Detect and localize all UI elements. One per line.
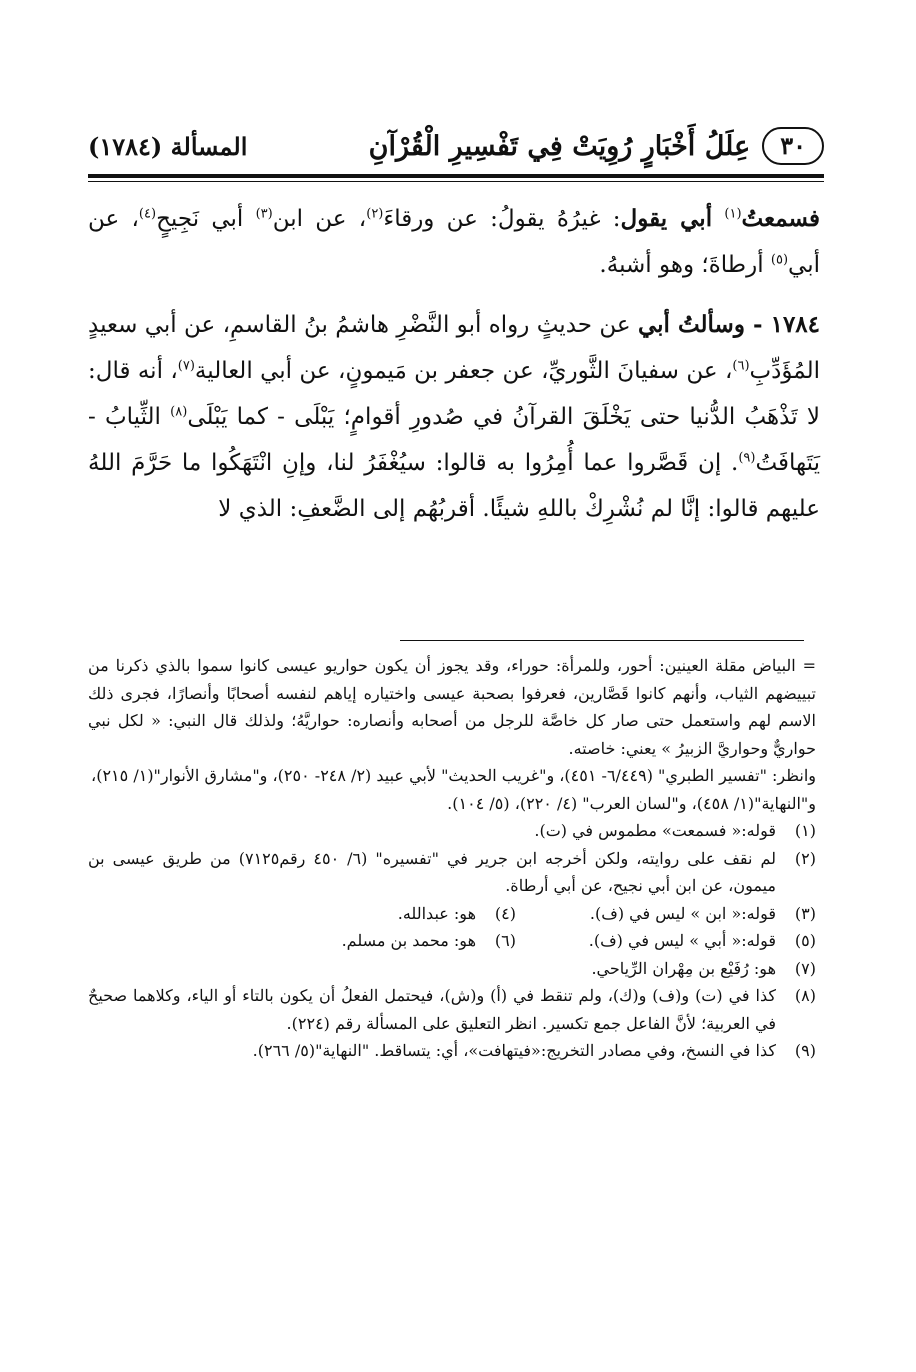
footnote-text: قوله:« أبي » ليس في (ف).	[588, 931, 776, 950]
footnote-text: هو: محمد بن مسلم.	[341, 931, 476, 950]
footnote-8	[88, 982, 816, 1037]
text-fragment: ، أنه قال: لا تَذْهَبُ الدُّنيا حتى يَخْلَقَ القرآنُ في صُدورِ أقوامٍ؛ يَبْلَى - كما يَبْلَى	[88, 358, 820, 430]
text-fragment: أرطاةَ؛ وهو أشبهُ.	[599, 252, 771, 278]
footnote-text: كذا في (ت) و(ف) و(ك)، ولم تنقط في (أ) و(ش)، فيحتمل الفعلُ أن يكون بالتاء أو الياء، وكلاهما صحيحٌ في العربية؛ لأنَّ الفاعل جمع تكسير. انظر التعليق على المسألة رقم (٢٢٤).	[88, 986, 776, 1033]
footnote-5	[516, 927, 816, 955]
page-header	[88, 120, 824, 172]
footnote-number: (٨)	[794, 986, 816, 1005]
footnote-marker: (٢)	[366, 206, 384, 222]
header-title-group	[369, 127, 824, 165]
footnote-text: قوله:« فسمعت» مطموس في (ت).	[534, 821, 776, 840]
footnote-marker: (٨)	[170, 404, 188, 420]
footnote-number: (٧)	[794, 958, 816, 978]
footnote-number: (٣)	[794, 903, 816, 923]
text-fragment: فسمعتُ	[741, 205, 821, 232]
footnote-number: (٥)	[794, 931, 816, 950]
footnote-pair-3-4	[88, 900, 816, 928]
footnote-text: كذا في النسخ، وفي مصادر التخريج:«فيتهافت»، أي: يتساقط. "النهاية"(٥/ ٢٦٦).	[252, 1041, 776, 1060]
paragraph-issue-1784	[88, 302, 820, 532]
footnotes	[88, 652, 816, 1065]
footnote-marker: (٤)	[138, 206, 157, 222]
header-rule-thin	[88, 181, 824, 182]
footnote-3	[516, 900, 816, 928]
footnote-number: (٦)	[494, 931, 516, 950]
book-title: عِلَلُ أَخْبَارٍ رُوِيَتْ فِي تَفْسِيرِ الْقُرْآنِ	[368, 130, 751, 162]
footnote-text: قوله:« ابن » ليس في (ف).	[589, 903, 776, 923]
issue-number: ١٧٨٤ -	[744, 311, 821, 338]
footnote-marker: (٦)	[732, 358, 750, 374]
issue-label: المسألة (١٧٨٤)	[88, 131, 248, 161]
footnote-4	[216, 900, 516, 928]
footnote-marker: (٣)	[255, 206, 273, 222]
main-text	[88, 196, 820, 532]
footnote-1	[88, 817, 816, 845]
footnote-marker: (٥)	[770, 252, 789, 268]
page-number: ٣٠	[762, 127, 824, 165]
footnote-reference-text: وانظر: "تفسير الطبري" (٦/٤٤٩- ٤٥١)، و"غريب الحديث" لأبي عبيد (٢/ ٢٤٨- ٢٥٠)، و"مشارق الأنوار"(١/ ٢١٥)، و"النهاية"(١/ ٤٥٨)، و"لسان العرب" (٤/ ٢٢٠)، (٥/ ١٠٤).	[91, 766, 816, 813]
text-fragment: أبي نَجِيحٍ	[156, 206, 256, 232]
text-fragment: وسألتُ أبي	[637, 311, 745, 338]
footnote-text: هو: رُفَيْع بن مِهْران الرِّياحي.	[591, 958, 776, 978]
footnote-marker: (٧)	[177, 358, 195, 374]
footnote-pair-5-6	[88, 927, 816, 955]
header-rule-thick	[88, 174, 824, 178]
footnote-marker: (١)	[724, 206, 742, 222]
footnote-7	[88, 955, 816, 983]
footnote-text: لم نقف على روايته، ولكن أخرجه ابن جرير في "تفسيره" (٦/ ٤٥٠ رقم٧١٢٥) من طريق عيسى بن ميمون، عن ابن أبي نجيح، عن أبي أرطاة.	[88, 848, 776, 895]
footnote-number: (١)	[794, 821, 816, 840]
footnote-separator	[400, 640, 804, 641]
footnote-9	[88, 1037, 816, 1065]
text-fragment: ، عن أبي	[88, 206, 820, 278]
footnote-number: (٤)	[494, 903, 516, 923]
footnote-number: (٩)	[794, 1041, 816, 1060]
text-fragment: أبي يقول	[620, 205, 713, 232]
footnote-continuation: = البياض مقلة العينين: أحور، وللمرأة: حوراء، وقد يجوز أن يكون حواريو عيسى كانوا سموا بالذي ذكرنا من تبييضهم الثياب، وأنهم كانوا قَصَّارين، فعرفوا بصحبة عيسى واختياره إياهم لنفسه أصحابًا وأنصارًا، فجرى ذلك الاسم لهم واستعمل حتى صار كل خاصَّة للرجل من أصحابه وأنصاره: حواريَّهُ؛ ولذلك قال النبي: « لكل نبي حواريٌّ وحواريَّ الزبيرُ » يعني: خاصته.	[88, 656, 816, 758]
text-fragment: ، عن سفيانَ الثَّوريِّ، عن جعفر بن مَيمونٍ، عن أبي العالية	[194, 358, 733, 384]
text-fragment: . إن قَصَّروا عما أُمِرُوا به قالوا: سيُغْفَرُ لنا، وإنِ انْتَهَكُوا ما حَرَّمَ اللهُ عليهم قالوا: إنَّا لم نُشْرِكْ باللهِ شيئًا. أقربُهُم إلى الضَّعفِ: الذي لا	[88, 450, 820, 522]
footnote-2	[88, 845, 816, 900]
footnote-references	[88, 762, 816, 817]
footnote-text: هو: عبدالله.	[397, 903, 476, 923]
text-fragment: عن حديثٍ رواه أبو النَّضْرِ هاشمُ بنُ القاسمِ، عن أبي سعيدٍ المُؤَدِّبِ	[88, 312, 820, 384]
text-fragment: ، عن ابن	[272, 206, 367, 232]
footnote-6	[216, 927, 516, 955]
text-fragment: : غيرُهُ يقولُ: عن ورقاءَ	[383, 206, 621, 232]
footnote-number: (٢)	[794, 848, 816, 868]
text-fragment: الثِّيابُ - يَتَهافَتُ	[88, 404, 820, 476]
paragraph-continuation	[88, 196, 820, 288]
footnote-marker: (٩)	[738, 450, 756, 466]
